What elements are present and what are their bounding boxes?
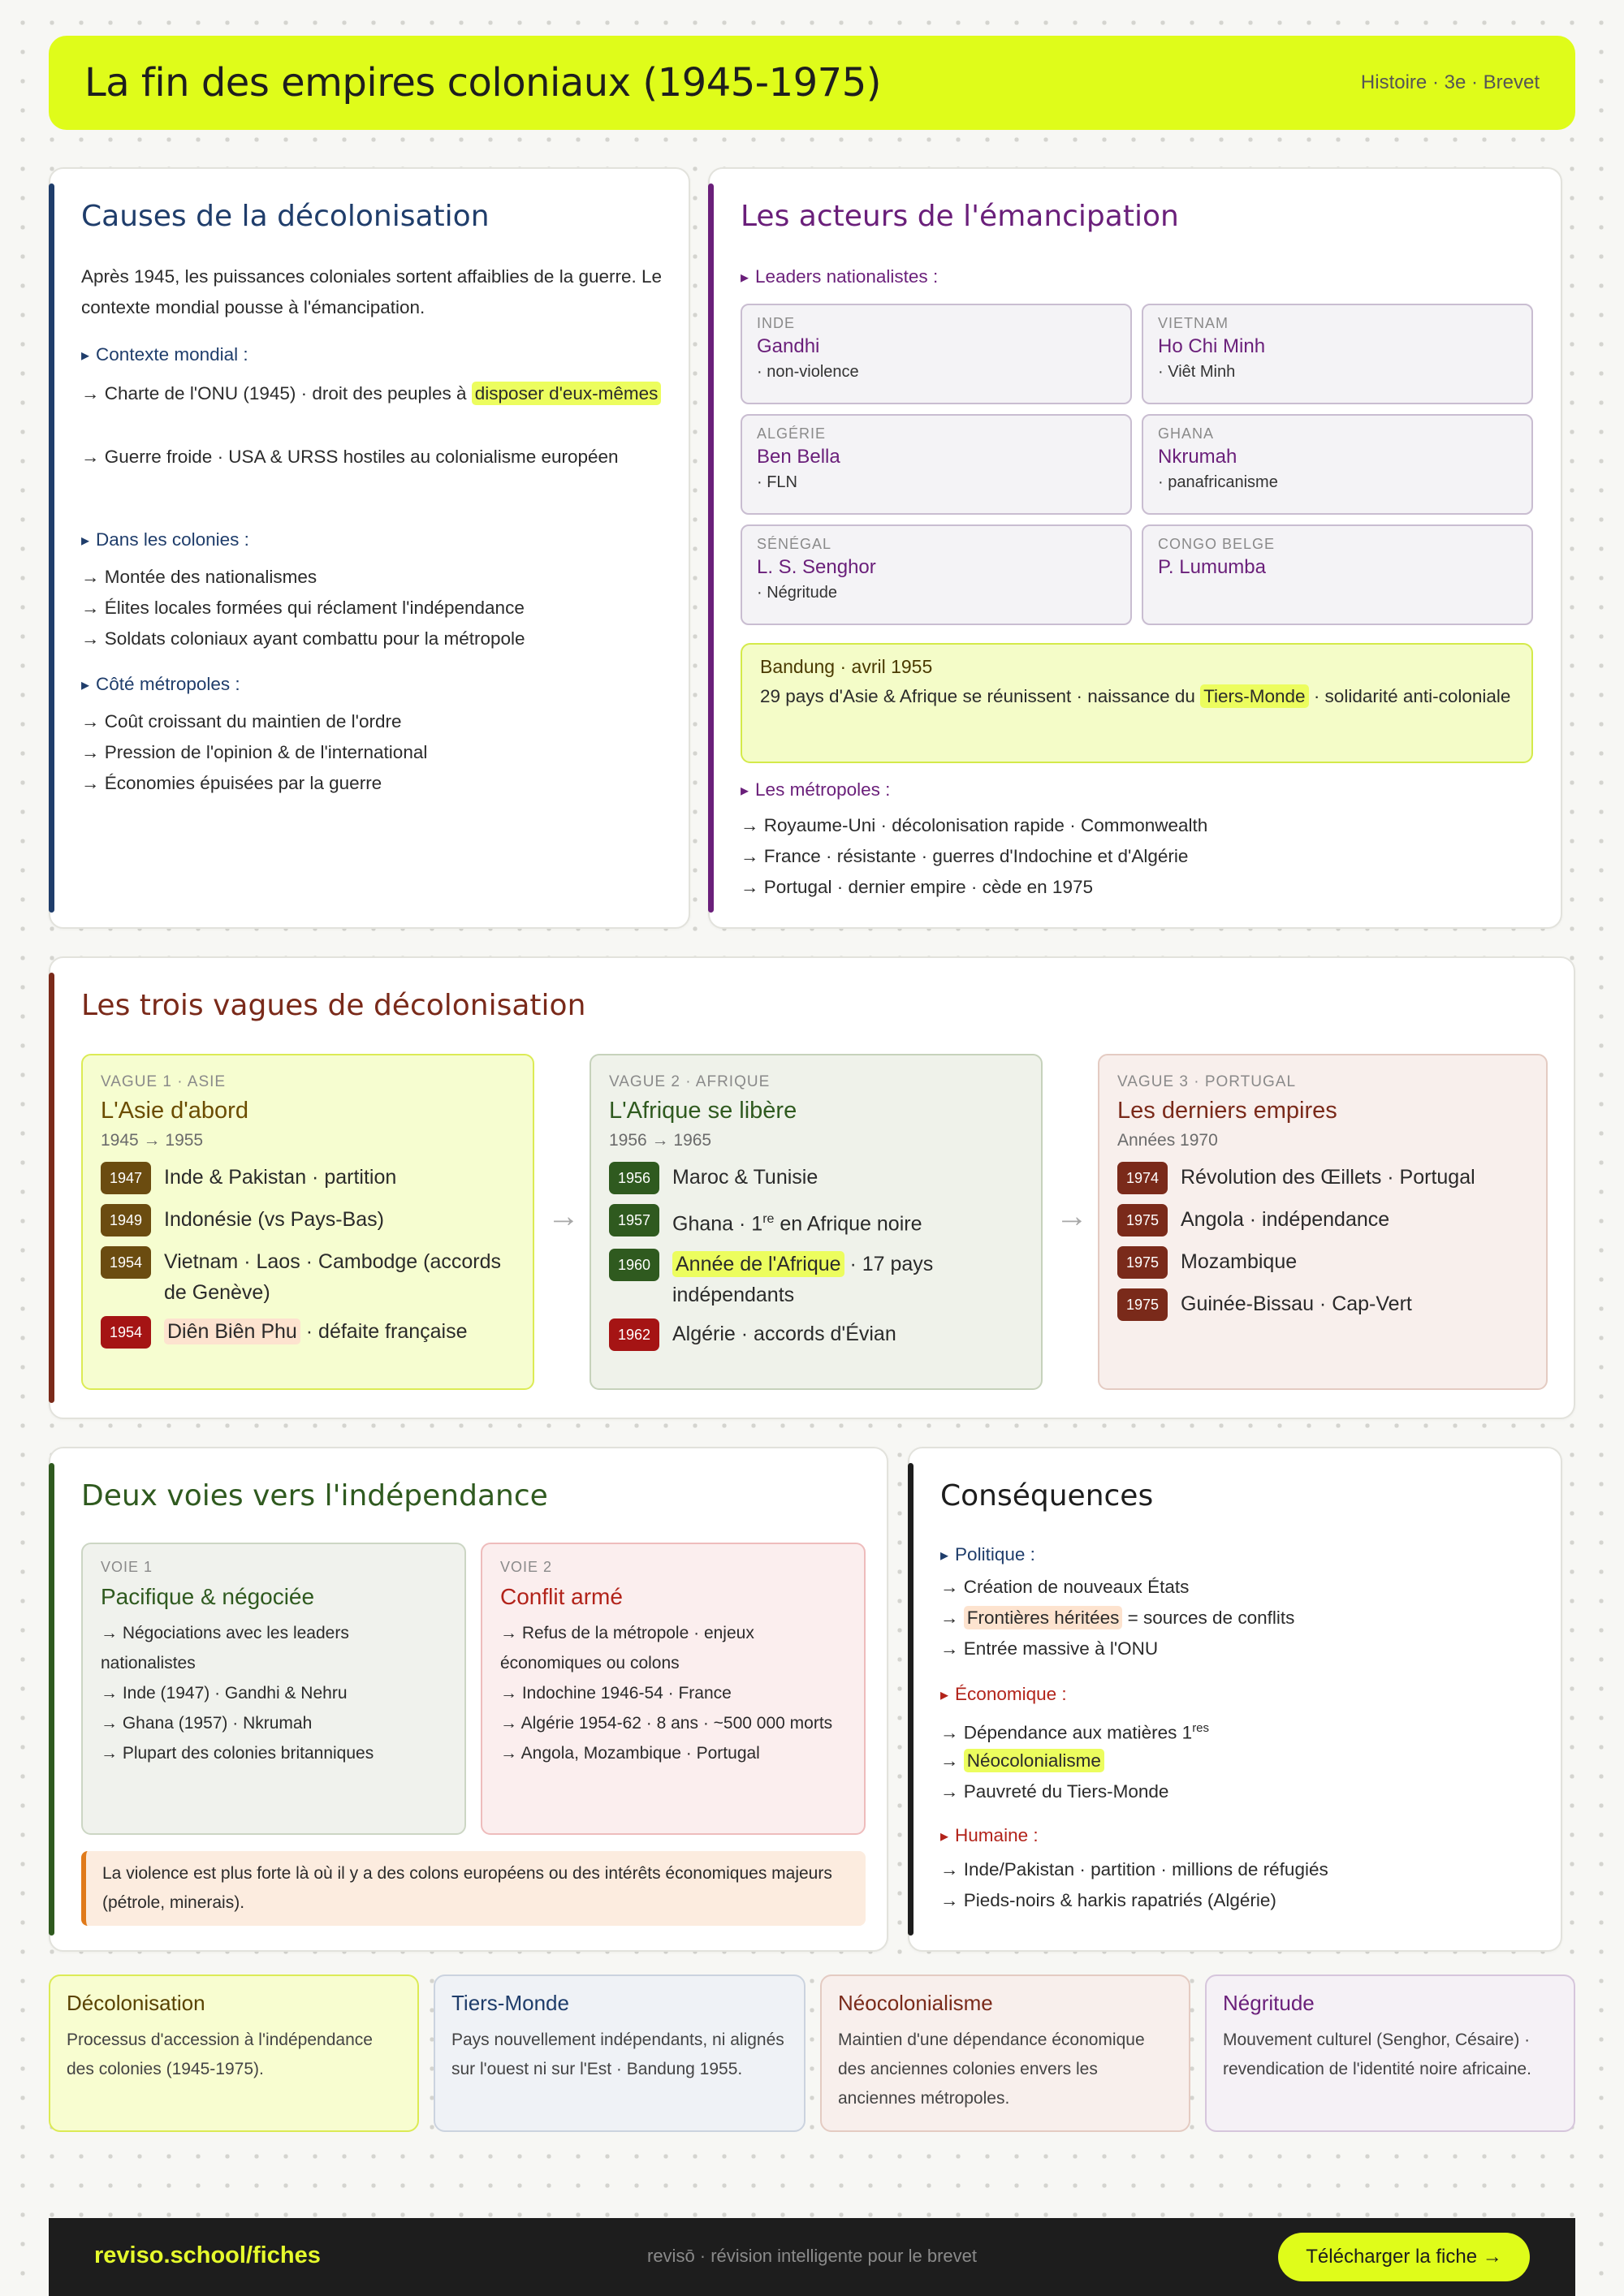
event-highlight: Diên Biên Phu <box>164 1318 300 1344</box>
year-badge: 1954 <box>101 1316 151 1349</box>
wave-2-title: L'Afrique se libère <box>609 1098 797 1124</box>
footer <box>49 2218 1575 2296</box>
bandung-highlight: Tiers-Monde <box>1200 684 1308 708</box>
voie-1-item: → Inde (1947) · Gandhi & Nehru <box>101 1684 348 1703</box>
acteurs-accent-bar <box>708 183 714 913</box>
conseq-politique-3: → Entrée massive à l'ONU <box>940 1638 1159 1659</box>
leader-country: ALGÉRIE <box>757 425 827 442</box>
footer-tagline: revisō · révision intelligente pour le brevet <box>647 2246 977 2266</box>
leader-card-senegal <box>741 524 1132 625</box>
wave-3-event-3 <box>1117 1246 1528 1279</box>
event-text: Ghana · 1 <box>672 1212 763 1236</box>
bandung-text-b: · solidarité anti-coloniale <box>1308 686 1511 706</box>
glossary-tiers-monde <box>434 1974 806 2132</box>
voie-1-label: VOIE 1 <box>101 1559 153 1575</box>
voies-note <box>81 1851 866 1926</box>
conseq-economique-2 <box>940 1746 1104 1776</box>
event-text: Algérie · accords d'Évian <box>672 1323 896 1346</box>
wave-1-period: 1945 → 1955 <box>101 1131 204 1150</box>
year-badge: 1974 <box>1117 1162 1168 1194</box>
causes-colonies-title: ▸ Dans les colonies : <box>81 524 249 556</box>
wave-3-event-4 <box>1117 1288 1528 1321</box>
conseq-economique-title: ▸ Économique : <box>940 1679 1067 1711</box>
page-title: La fin des empires coloniaux (1945-1975) <box>84 60 881 106</box>
conseq-humaine-title: ▸ Humaine : <box>940 1820 1039 1852</box>
causes-intro: Après 1945, les puissances coloniales sortent affaiblies de la guerre. Le contexte mondial pousse à l'émancipation. <box>81 266 663 317</box>
wave-3-event-2 <box>1117 1204 1528 1236</box>
bandung-box <box>741 643 1533 763</box>
conseq-politique-2 <box>940 1603 1294 1634</box>
causes-title: Causes de la décolonisation <box>81 200 490 233</box>
wave-2-event-2 <box>609 1204 1023 1239</box>
voie-2-item: → Angola, Mozambique · Portugal <box>500 1744 760 1763</box>
year-badge: 1960 <box>609 1249 659 1281</box>
leader-card-congo <box>1142 524 1533 625</box>
year-badge: 1975 <box>1117 1204 1168 1236</box>
leader-name: Nkrumah <box>1158 446 1237 468</box>
wave-3-title: Les derniers empires <box>1117 1098 1337 1124</box>
wave-2-card <box>590 1054 1043 1390</box>
metropole-portugal: → Portugal · dernier empire · cède en 1975 <box>741 877 1093 897</box>
leader-country: CONGO BELGE <box>1158 536 1276 552</box>
glossary-decolonisation <box>49 1974 419 2132</box>
wave-1-event-4 <box>101 1316 515 1349</box>
voie-1-card <box>81 1543 466 1835</box>
event-highlight: Année de l'Afrique <box>672 1251 844 1277</box>
causes-mondial-1-highlight: disposer d'eux-mêmes <box>472 382 662 405</box>
wave-2-period: 1956 → 1965 <box>609 1131 712 1150</box>
causes-metro-3: → Économies épuisées par la guerre <box>81 773 382 793</box>
vagues-accent-bar <box>49 973 54 1403</box>
conseq-politique-title: ▸ Politique : <box>940 1539 1035 1571</box>
glossary-neocolonialisme <box>820 1974 1190 2132</box>
causes-metro-2: → Pression de l'opinion & de l'international <box>81 742 428 762</box>
conseq-text: → <box>940 1608 964 1628</box>
causes-accent-bar <box>49 183 54 913</box>
voie-2-label: VOIE 2 <box>500 1559 553 1575</box>
glossary-term: Décolonisation <box>67 1991 205 2015</box>
leader-desc: · panafricanisme <box>1158 473 1278 491</box>
conseq-politique-1: → Création de nouveaux États <box>940 1577 1190 1597</box>
year-badge: 1975 <box>1117 1288 1168 1321</box>
year-badge: 1975 <box>1117 1246 1168 1279</box>
leader-name: L. S. Senghor <box>757 556 876 578</box>
leader-desc: · non-violence <box>757 363 859 381</box>
leader-name: Gandhi <box>757 335 820 357</box>
event-text: Angola · indépendance <box>1181 1208 1390 1231</box>
wave-3-period: Années 1970 <box>1117 1131 1218 1150</box>
causes-colonies-2: → Élites locales formées qui réclament l'indépendance <box>81 598 525 618</box>
conseq-highlight: Frontières héritées <box>964 1606 1123 1629</box>
causes-mondial-1-text: → Charte de l'ONU (1945) · droit des peuples à <box>81 383 472 404</box>
consequences-card <box>908 1447 1562 1952</box>
leader-card-vietnam <box>1142 304 1533 404</box>
voie-2-item: → Algérie 1954-62 · 8 ans · ~500 000 morts <box>500 1714 833 1733</box>
voies-note-text: La violence est plus forte là où il y a des colons européens ou des intérêts économiques majeurs (pétrole, minerais). <box>102 1864 832 1912</box>
conseq-highlight: Néocolonialisme <box>964 1749 1104 1772</box>
acteurs-title: Les acteurs de l'émancipation <box>741 200 1179 233</box>
voie-2-card <box>481 1543 866 1835</box>
voies-accent-bar <box>49 1463 54 1936</box>
wave-2-event-4 <box>609 1318 1023 1351</box>
leader-card-ghana <box>1142 414 1533 515</box>
page-meta: Histoire · 3e · Brevet <box>1360 71 1540 93</box>
glossary-term: Néocolonialisme <box>838 1991 993 2015</box>
wave-1-event-2 <box>101 1204 515 1236</box>
event-text: · 17 pays indépendants <box>672 1253 934 1307</box>
causes-colonies-1: → Montée des nationalismes <box>81 567 317 587</box>
event-text: Inde & Pakistan · partition <box>164 1166 397 1189</box>
causes-card <box>49 167 690 929</box>
causes-mondial-1 <box>81 378 666 409</box>
voies-title: Deux voies vers l'indépendance <box>81 1479 548 1513</box>
conseq-sup: res <box>1192 1721 1210 1735</box>
wave-3-event-1 <box>1117 1162 1528 1194</box>
glossary-definition: Maintien d'une dépendance économique des anciennes colonies envers les anciennes métropoles. <box>838 2031 1145 2108</box>
voie-2-title: Conflit armé <box>500 1584 623 1609</box>
leader-country: INDE <box>757 315 796 331</box>
voie-1-item: → Ghana (1957) · Nkrumah <box>101 1714 313 1733</box>
wave-2-event-1 <box>609 1162 1023 1194</box>
conseq-text: → Dépendance aux matières 1 <box>940 1722 1193 1743</box>
consequences-title: Conséquences <box>940 1479 1154 1513</box>
metropole-france: → France · résistante · guerres d'Indochine et d'Algérie <box>741 846 1189 866</box>
event-text: Vietnam · Laos · Cambodge (accords de Genève) <box>164 1250 502 1304</box>
year-badge: 1962 <box>609 1318 659 1351</box>
footer-brand-link[interactable]: reviso.school/fiches <box>94 2242 321 2268</box>
vagues-title: Les trois vagues de décolonisation <box>81 989 586 1022</box>
event-text: Révolution des Œillets · Portugal <box>1181 1166 1475 1189</box>
leader-name: Ho Chi Minh <box>1158 335 1266 357</box>
conseq-text: → <box>940 1750 964 1771</box>
wave-arrow-2: → <box>1056 1198 1088 1234</box>
glossary-definition: Processus d'accession à l'indépendance des colonies (1945-1975). <box>67 2031 373 2078</box>
page-header <box>49 36 1575 130</box>
voie-2-item: → Refus de la métropole · enjeux économiques ou colons <box>500 1624 754 1672</box>
wave-2-label: VAGUE 2 · AFRIQUE <box>609 1073 771 1090</box>
causes-mondial-2: → Guerre froide · USA & URSS hostiles au colonialisme européen <box>81 447 619 467</box>
event-text: Guinée-Bissau · Cap-Vert <box>1181 1293 1412 1315</box>
glossary-term: Tiers-Monde <box>451 1991 569 2015</box>
event-sup: re <box>762 1212 775 1226</box>
causes-colonies-3: → Soldats coloniaux ayant combattu pour la métropole <box>81 628 525 649</box>
voie-1-item: → Négociations avec les leaders nationalistes <box>101 1624 349 1672</box>
voie-1-title: Pacifique & négociée <box>101 1584 315 1609</box>
bandung-text <box>760 681 1514 712</box>
consequences-accent-bar <box>908 1463 914 1936</box>
wave-2-event-3 <box>609 1249 1023 1310</box>
voie-1-item: → Plupart des colonies britanniques <box>101 1744 374 1763</box>
glossary-definition: Mouvement culturel (Senghor, Césaire) · revendication de l'identité noire africaine. <box>1223 2031 1531 2078</box>
wave-1-card <box>81 1054 534 1390</box>
bandung-text-a: 29 pays d'Asie & Afrique se réunissent · naissance du <box>760 686 1201 706</box>
leader-country: GHANA <box>1158 425 1215 442</box>
leader-country: VIETNAM <box>1158 315 1229 331</box>
wave-3-label: VAGUE 3 · PORTUGAL <box>1117 1073 1297 1090</box>
leader-card-inde <box>741 304 1132 404</box>
year-badge: 1949 <box>101 1204 151 1236</box>
voie-2-item: → Indochine 1946-54 · France <box>500 1684 732 1703</box>
wave-1-title: L'Asie d'abord <box>101 1098 248 1124</box>
bandung-title: Bandung · avril 1955 <box>760 656 933 677</box>
glossary-term: Négritude <box>1223 1991 1315 2015</box>
conseq-humaine-1: → Inde/Pakistan · partition · millions de réfugiés <box>940 1859 1328 1880</box>
causes-mondial-title: ▸ Contexte mondial : <box>81 339 248 371</box>
vagues-card <box>49 956 1575 1419</box>
leader-card-algerie <box>741 414 1132 515</box>
event-text: en Afrique noire <box>774 1212 922 1236</box>
wave-arrow-1: → <box>547 1198 580 1234</box>
wave-1-event-1 <box>101 1162 515 1194</box>
acteurs-leaders-title: ▸ Leaders nationalistes : <box>741 261 938 293</box>
leader-country: SÉNÉGAL <box>757 536 832 552</box>
year-badge: 1954 <box>101 1246 151 1279</box>
year-badge: 1947 <box>101 1162 151 1194</box>
causes-metro-1: → Coût croissant du maintien de l'ordre <box>81 711 402 732</box>
download-button[interactable]: Télécharger la fiche → <box>1278 2233 1530 2281</box>
conseq-economique-3: → Pauvreté du Tiers-Monde <box>940 1781 1169 1802</box>
conseq-economique-1 <box>940 1713 1209 1749</box>
glossary-negritude <box>1205 1974 1575 2132</box>
leader-desc: · Négritude <box>757 584 837 602</box>
event-text: Maroc & Tunisie <box>672 1166 818 1189</box>
acteurs-metropoles-title: ▸ Les métropoles : <box>741 775 890 806</box>
leader-name: Ben Bella <box>757 446 840 468</box>
event-text: Indonésie (vs Pays-Bas) <box>164 1208 384 1231</box>
voies-card <box>49 1447 888 1952</box>
year-badge: 1957 <box>609 1204 659 1236</box>
glossary-definition: Pays nouvellement indépendants, ni alignés sur l'ouest ni sur l'Est · Bandung 1955. <box>451 2031 784 2078</box>
conseq-text: = sources de conflits <box>1122 1608 1295 1628</box>
leader-desc: · Viêt Minh <box>1158 363 1236 381</box>
year-badge: 1956 <box>609 1162 659 1194</box>
event-text: · défaite française <box>300 1320 468 1343</box>
wave-1-label: VAGUE 1 · ASIE <box>101 1073 227 1090</box>
wave-1-event-3 <box>101 1246 515 1308</box>
acteurs-card <box>708 167 1562 929</box>
conseq-humaine-2: → Pieds-noirs & harkis rapatriés (Algérie) <box>940 1890 1276 1910</box>
causes-metro-title: ▸ Côté métropoles : <box>81 669 240 701</box>
leader-name: P. Lumumba <box>1158 556 1266 578</box>
metropole-uk: → Royaume-Uni · décolonisation rapide · Commonwealth <box>741 815 1208 835</box>
wave-3-card <box>1098 1054 1548 1390</box>
event-text: Mozambique <box>1181 1250 1298 1273</box>
leader-desc: · FLN <box>757 473 797 491</box>
